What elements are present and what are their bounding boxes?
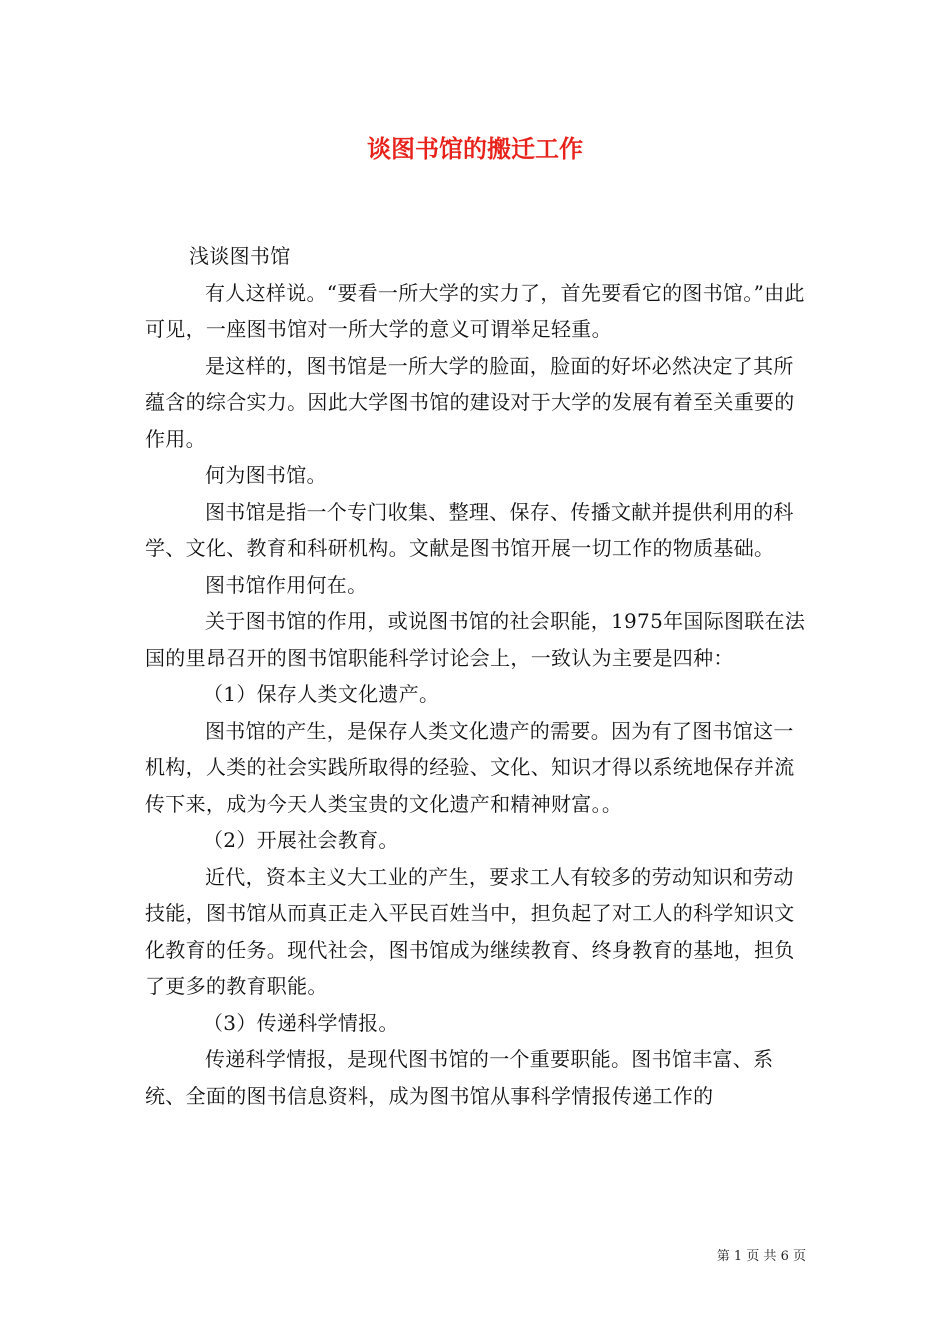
page-number: 第 1 页 共 6 页 xyxy=(716,1249,806,1264)
body-paragraph: 有人这样说。“要看一所大学的实力了，首先要看它的图书馆。”由此可见，一座图书馆对一所大学的意义可谓举足轻重。 xyxy=(145,280,805,341)
list-heading: （3）传递科学情报。 xyxy=(203,1010,399,1035)
list-heading: （2）开展社会教育。 xyxy=(203,828,399,852)
body-paragraph: 关于图书馆的作用，或说图书馆的社会职能，1975年国际图联在法国的里昂召开的图书馆职能科学讨论会上，一致认为主要是四种： xyxy=(145,609,806,670)
document-body xyxy=(145,238,807,1114)
list-heading: （1）保存人类文化遗产。 xyxy=(203,682,440,706)
body-paragraph: 图书馆是指一个专门收集、整理、保存、传播文献并提供利用的科学、文化、教育和科研机构。文献是图书馆开展一切工作的物质基础。 xyxy=(145,499,794,560)
section-heading: 何为图书馆。 xyxy=(205,463,327,487)
body-paragraph: 图书馆的产生，是保存人类文化遗产的需要。因为有了图书馆这一机构，人类的社会实践所取得的经验、文化、知识才得以系统地保存并流传下来，成为今天人类宝贵的文化遗产和精神财富。。 xyxy=(145,718,795,816)
body-paragraph: 传递科学情报，是现代图书馆的一个重要职能。图书馆丰富、系统、全面的图书信息资料，成为图书馆从事科学情报传递工作的 xyxy=(145,1047,774,1108)
section-heading: 图书馆作用何在。 xyxy=(205,572,368,597)
subtitle-paragraph: 浅谈图书馆 xyxy=(189,244,291,268)
document-title: 谈图书馆的搬迁工作 xyxy=(367,134,583,163)
body-paragraph: 近代，资本主义大工业的产生，要求工人有较多的劳动知识和劳动技能，图书馆从而真正走入平民百姓当中，担负起了对工人的科学知识文化教育的任务。现代社会，图书馆成为继续教育、终身教育的基地，担负了更多的教育职能。 xyxy=(145,864,795,998)
body-paragraph: 是这样的，图书馆是一所大学的脸面，脸面的好坏必然决定了其所蕴含的综合实力。因此大学图书馆的建设对于大学的发展有着至关重要的作用。 xyxy=(145,353,795,451)
